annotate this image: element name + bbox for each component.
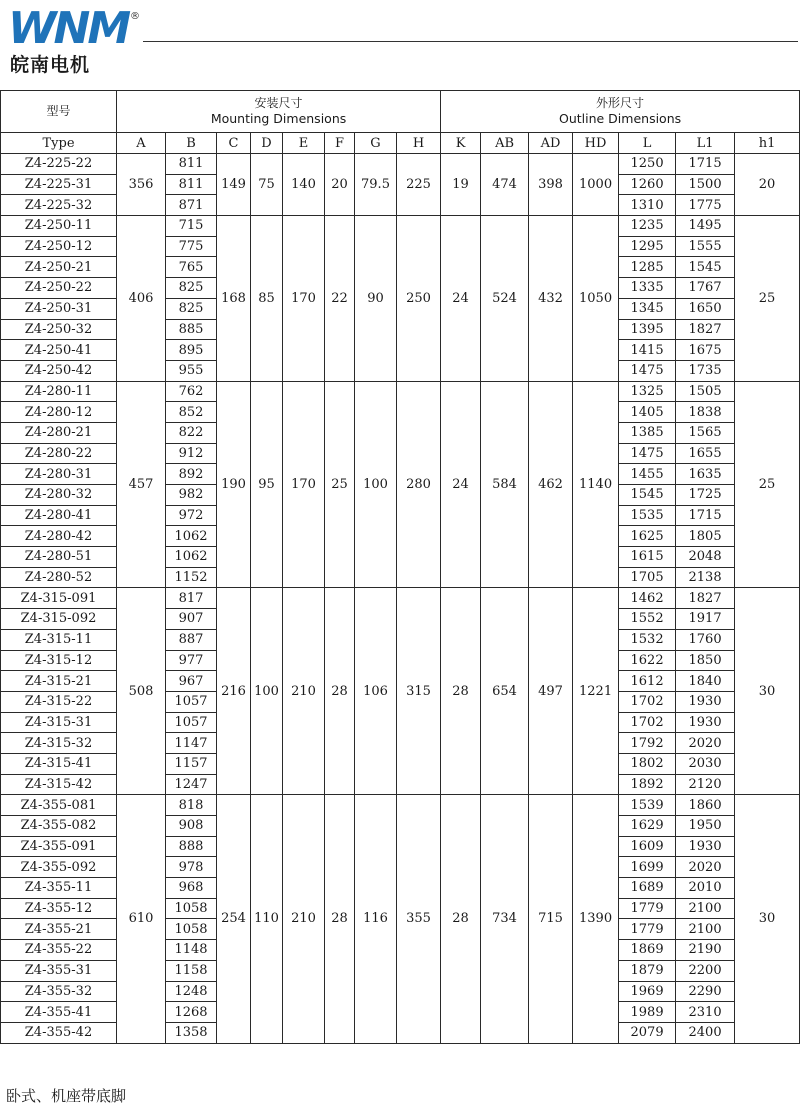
cell-hd: 1140 — [573, 381, 619, 588]
column-header-l: L — [619, 133, 676, 154]
cell-l: 1539 — [619, 795, 676, 816]
cell-l1: 1565 — [676, 422, 735, 443]
table-body — [1, 154, 800, 1044]
cell-b: 967 — [166, 671, 217, 692]
cell-b: 1148 — [166, 940, 217, 961]
column-header-h1: h1 — [735, 133, 800, 154]
cell-l1: 2100 — [676, 919, 735, 940]
cell-b: 887 — [166, 629, 217, 650]
cell-l: 1699 — [619, 857, 676, 878]
cell-d: 95 — [251, 381, 283, 588]
cell-b: 968 — [166, 878, 217, 899]
cell-f: 20 — [325, 154, 355, 216]
cell-b: 912 — [166, 443, 217, 464]
cell-b: 972 — [166, 505, 217, 526]
type-cell: Z4-250-42 — [1, 360, 117, 381]
cell-b: 1057 — [166, 712, 217, 733]
cell-b: 775 — [166, 236, 217, 257]
page-header — [0, 0, 800, 80]
cell-l1: 2120 — [676, 774, 735, 795]
cell-ad: 432 — [529, 216, 573, 382]
type-cell: Z4-315-42 — [1, 774, 117, 795]
type-cell: Z4-315-11 — [1, 629, 117, 650]
logo-wordmark: WNM — [8, 3, 129, 54]
cell-k: 28 — [441, 588, 481, 795]
cell-l: 1629 — [619, 816, 676, 837]
table-row — [1, 381, 800, 402]
registered-mark: ® — [130, 11, 140, 22]
cell-h: 355 — [397, 795, 441, 1043]
cell-l1: 1930 — [676, 836, 735, 857]
cell-l: 1250 — [619, 154, 676, 175]
cell-ab: 654 — [481, 588, 529, 795]
type-cell: Z4-315-12 — [1, 650, 117, 671]
column-header-ab: AB — [481, 133, 529, 154]
cell-a: 406 — [117, 216, 166, 382]
type-cell: Z4-280-31 — [1, 464, 117, 485]
cell-e: 170 — [283, 216, 325, 382]
cell-h1: 20 — [735, 154, 800, 216]
type-cell: Z4-280-51 — [1, 547, 117, 568]
cell-l1: 2020 — [676, 857, 735, 878]
cell-l1: 1917 — [676, 609, 735, 630]
company-logo — [8, 3, 140, 76]
type-cell: Z4-225-22 — [1, 154, 117, 175]
type-cell: Z4-315-091 — [1, 588, 117, 609]
type-cell: Z4-280-11 — [1, 381, 117, 402]
type-cell: Z4-315-21 — [1, 671, 117, 692]
cell-l: 1989 — [619, 1002, 676, 1023]
cell-d: 100 — [251, 588, 283, 795]
mounting-header-cn: 安装尺寸 — [254, 96, 303, 110]
company-name-cn: 皖南电机 — [10, 54, 91, 76]
cell-b: 825 — [166, 278, 217, 299]
cell-h: 280 — [397, 381, 441, 588]
cell-g: 116 — [355, 795, 397, 1043]
column-header-e: E — [283, 133, 325, 154]
cell-l: 1462 — [619, 588, 676, 609]
cell-l1: 2310 — [676, 1002, 735, 1023]
type-cell: Z4-355-22 — [1, 940, 117, 961]
type-cell: Z4-280-41 — [1, 505, 117, 526]
table-row — [1, 154, 800, 175]
cell-l: 2079 — [619, 1022, 676, 1043]
type-header — [1, 91, 117, 133]
cell-ab: 734 — [481, 795, 529, 1043]
cell-l1: 2020 — [676, 733, 735, 754]
cell-l1: 2290 — [676, 981, 735, 1002]
cell-l1: 1715 — [676, 154, 735, 175]
cell-b: 817 — [166, 588, 217, 609]
cell-g: 90 — [355, 216, 397, 382]
cell-c: 216 — [217, 588, 251, 795]
header-row-groups — [1, 91, 800, 133]
cell-l: 1295 — [619, 236, 676, 257]
cell-l: 1802 — [619, 753, 676, 774]
cell-b: 1057 — [166, 691, 217, 712]
cell-g: 106 — [355, 588, 397, 795]
type-cell: Z4-315-41 — [1, 753, 117, 774]
cell-l: 1545 — [619, 485, 676, 506]
cell-b: 1058 — [166, 919, 217, 940]
cell-h1: 25 — [735, 216, 800, 382]
cell-l1: 1495 — [676, 216, 735, 237]
cell-h1: 25 — [735, 381, 800, 588]
type-cell: Z4-355-21 — [1, 919, 117, 940]
column-header-k: K — [441, 133, 481, 154]
cell-l: 1260 — [619, 174, 676, 195]
type-cell: Z4-280-42 — [1, 526, 117, 547]
type-cell: Z4-280-32 — [1, 485, 117, 506]
cell-c: 190 — [217, 381, 251, 588]
type-cell: Z4-315-22 — [1, 691, 117, 712]
type-cell: Z4-250-31 — [1, 298, 117, 319]
type-cell: Z4-250-32 — [1, 319, 117, 340]
cell-l1: 1840 — [676, 671, 735, 692]
type-cell: Z4-355-092 — [1, 857, 117, 878]
cell-b: 1247 — [166, 774, 217, 795]
outline-dimensions-header — [441, 91, 800, 133]
cell-c: 254 — [217, 795, 251, 1043]
cell-l1: 2200 — [676, 960, 735, 981]
column-header-f: F — [325, 133, 355, 154]
table-row — [1, 216, 800, 237]
cell-b: 888 — [166, 836, 217, 857]
header-row-columns — [1, 133, 800, 154]
cell-c: 149 — [217, 154, 251, 216]
cell-k: 28 — [441, 795, 481, 1043]
type-cell: Z4-250-11 — [1, 216, 117, 237]
cell-l: 1285 — [619, 257, 676, 278]
header-divider — [143, 41, 798, 42]
cell-a: 508 — [117, 588, 166, 795]
cell-l1: 1655 — [676, 443, 735, 464]
cell-a: 356 — [117, 154, 166, 216]
cell-l: 1475 — [619, 443, 676, 464]
type-cell: Z4-355-11 — [1, 878, 117, 899]
type-cell: Z4-355-091 — [1, 836, 117, 857]
cell-ad: 497 — [529, 588, 573, 795]
cell-ab: 524 — [481, 216, 529, 382]
cell-l: 1325 — [619, 381, 676, 402]
cell-l: 1455 — [619, 464, 676, 485]
type-cell: Z4-250-41 — [1, 340, 117, 361]
cell-l: 1869 — [619, 940, 676, 961]
cell-l1: 2138 — [676, 567, 735, 588]
cell-e: 210 — [283, 588, 325, 795]
column-header-c: C — [217, 133, 251, 154]
cell-l1: 2400 — [676, 1022, 735, 1043]
cell-l: 1792 — [619, 733, 676, 754]
cell-l: 1879 — [619, 960, 676, 981]
cell-b: 1157 — [166, 753, 217, 774]
cell-b: 977 — [166, 650, 217, 671]
cell-l1: 2010 — [676, 878, 735, 899]
cell-h: 315 — [397, 588, 441, 795]
column-header-l1: L1 — [676, 133, 735, 154]
type-cell: Z4-355-12 — [1, 898, 117, 919]
cell-l1: 1650 — [676, 298, 735, 319]
cell-h1: 30 — [735, 795, 800, 1043]
cell-l1: 1635 — [676, 464, 735, 485]
cell-f: 22 — [325, 216, 355, 382]
cell-l: 1705 — [619, 567, 676, 588]
cell-l1: 1715 — [676, 505, 735, 526]
cell-l: 1345 — [619, 298, 676, 319]
cell-l: 1532 — [619, 629, 676, 650]
cell-l: 1609 — [619, 836, 676, 857]
type-cell: Z4-315-32 — [1, 733, 117, 754]
cell-hd: 1050 — [573, 216, 619, 382]
cell-l1: 2030 — [676, 753, 735, 774]
cell-ab: 474 — [481, 154, 529, 216]
type-cell: Z4-225-31 — [1, 174, 117, 195]
outline-header-en: Outline Dimensions — [558, 111, 682, 126]
type-header-cn: 型号 — [46, 104, 71, 118]
cell-l1: 1775 — [676, 195, 735, 216]
cell-l1: 1767 — [676, 278, 735, 299]
cell-c: 168 — [217, 216, 251, 382]
cell-b: 765 — [166, 257, 217, 278]
type-cell: Z4-280-21 — [1, 422, 117, 443]
mounting-header-en: Mounting Dimensions — [210, 111, 347, 126]
outline-header-cn: 外形尺寸 — [596, 96, 645, 110]
cell-h: 225 — [397, 154, 441, 216]
cell-l: 1969 — [619, 981, 676, 1002]
column-header-a: A — [117, 133, 166, 154]
cell-ad: 715 — [529, 795, 573, 1043]
cell-f: 28 — [325, 795, 355, 1043]
type-cell: Z4-315-092 — [1, 609, 117, 630]
cell-b: 852 — [166, 402, 217, 423]
cell-l1: 1827 — [676, 588, 735, 609]
column-header-d: D — [251, 133, 283, 154]
cell-l1: 1725 — [676, 485, 735, 506]
cell-b: 1058 — [166, 898, 217, 919]
cell-l1: 1545 — [676, 257, 735, 278]
cell-l: 1395 — [619, 319, 676, 340]
cell-l1: 1555 — [676, 236, 735, 257]
cell-l: 1405 — [619, 402, 676, 423]
cell-b: 818 — [166, 795, 217, 816]
cell-b: 907 — [166, 609, 217, 630]
cell-k: 24 — [441, 216, 481, 382]
cell-l1: 1805 — [676, 526, 735, 547]
cell-ad: 462 — [529, 381, 573, 588]
cell-l1: 1930 — [676, 712, 735, 733]
cell-l: 1779 — [619, 898, 676, 919]
type-cell: Z4-280-12 — [1, 402, 117, 423]
cell-l: 1622 — [619, 650, 676, 671]
cell-l1: 1760 — [676, 629, 735, 650]
cell-b: 895 — [166, 340, 217, 361]
cell-b: 978 — [166, 857, 217, 878]
cell-ab: 584 — [481, 381, 529, 588]
cell-a: 610 — [117, 795, 166, 1043]
cell-b: 871 — [166, 195, 217, 216]
cell-g: 100 — [355, 381, 397, 588]
type-cell: Z4-355-41 — [1, 1002, 117, 1023]
cell-l: 1615 — [619, 547, 676, 568]
cell-b: 982 — [166, 485, 217, 506]
cell-b: 885 — [166, 319, 217, 340]
column-header-b: B — [166, 133, 217, 154]
cell-k: 24 — [441, 381, 481, 588]
cell-a: 457 — [117, 381, 166, 588]
cell-l1: 1950 — [676, 816, 735, 837]
cell-l: 1475 — [619, 360, 676, 381]
cell-e: 210 — [283, 795, 325, 1043]
cell-l1: 1930 — [676, 691, 735, 712]
cell-l: 1689 — [619, 878, 676, 899]
cell-b: 892 — [166, 464, 217, 485]
cell-l: 1779 — [619, 919, 676, 940]
cell-h1: 30 — [735, 588, 800, 795]
cell-b: 1062 — [166, 526, 217, 547]
cell-l: 1612 — [619, 671, 676, 692]
cell-b: 715 — [166, 216, 217, 237]
cell-l1: 1838 — [676, 402, 735, 423]
cell-f: 25 — [325, 381, 355, 588]
cell-l1: 2048 — [676, 547, 735, 568]
cell-d: 75 — [251, 154, 283, 216]
column-header-type: Type — [1, 133, 117, 154]
cell-e: 140 — [283, 154, 325, 216]
cell-b: 908 — [166, 816, 217, 837]
type-cell: Z4-355-32 — [1, 981, 117, 1002]
cell-ad: 398 — [529, 154, 573, 216]
cell-b: 1248 — [166, 981, 217, 1002]
cell-g: 79.5 — [355, 154, 397, 216]
cell-l1: 2190 — [676, 940, 735, 961]
cell-hd: 1221 — [573, 588, 619, 795]
cell-l1: 1735 — [676, 360, 735, 381]
cell-l: 1892 — [619, 774, 676, 795]
dimensions-table — [0, 90, 800, 1044]
cell-f: 28 — [325, 588, 355, 795]
cell-l1: 1850 — [676, 650, 735, 671]
cell-l1: 1505 — [676, 381, 735, 402]
cell-b: 1268 — [166, 1002, 217, 1023]
cell-h: 250 — [397, 216, 441, 382]
cell-l1: 1500 — [676, 174, 735, 195]
cell-b: 1062 — [166, 547, 217, 568]
cell-l: 1552 — [619, 609, 676, 630]
cell-l1: 1827 — [676, 319, 735, 340]
table-row — [1, 795, 800, 816]
cell-b: 955 — [166, 360, 217, 381]
cell-k: 19 — [441, 154, 481, 216]
cell-b: 1358 — [166, 1022, 217, 1043]
cell-l: 1702 — [619, 712, 676, 733]
cell-l: 1415 — [619, 340, 676, 361]
cell-l: 1702 — [619, 691, 676, 712]
cell-l: 1535 — [619, 505, 676, 526]
type-cell: Z4-355-081 — [1, 795, 117, 816]
cell-b: 811 — [166, 174, 217, 195]
column-header-g: G — [355, 133, 397, 154]
type-cell: Z4-250-21 — [1, 257, 117, 278]
cell-b: 822 — [166, 422, 217, 443]
mounting-dimensions-header — [117, 91, 441, 133]
cell-b: 1158 — [166, 960, 217, 981]
type-cell: Z4-355-31 — [1, 960, 117, 981]
cell-l: 1385 — [619, 422, 676, 443]
cell-b: 1152 — [166, 567, 217, 588]
cell-l: 1235 — [619, 216, 676, 237]
cell-d: 85 — [251, 216, 283, 382]
type-cell: Z4-355-42 — [1, 1022, 117, 1043]
cell-b: 762 — [166, 381, 217, 402]
type-cell: Z4-280-52 — [1, 567, 117, 588]
mounting-caption: 卧式、机座带底脚 — [6, 1087, 127, 1105]
type-cell: Z4-225-32 — [1, 195, 117, 216]
type-cell: Z4-250-12 — [1, 236, 117, 257]
type-cell: Z4-250-22 — [1, 278, 117, 299]
type-cell: Z4-355-082 — [1, 816, 117, 837]
table-row — [1, 588, 800, 609]
cell-b: 811 — [166, 154, 217, 175]
cell-b: 1147 — [166, 733, 217, 754]
cell-l: 1625 — [619, 526, 676, 547]
type-cell: Z4-315-31 — [1, 712, 117, 733]
cell-e: 170 — [283, 381, 325, 588]
cell-l1: 1675 — [676, 340, 735, 361]
column-header-h: H — [397, 133, 441, 154]
type-cell: Z4-280-22 — [1, 443, 117, 464]
column-header-ad: AD — [529, 133, 573, 154]
cell-l: 1310 — [619, 195, 676, 216]
cell-l1: 2100 — [676, 898, 735, 919]
cell-b: 825 — [166, 298, 217, 319]
column-header-hd: HD — [573, 133, 619, 154]
cell-d: 110 — [251, 795, 283, 1043]
cell-l: 1335 — [619, 278, 676, 299]
cell-l1: 1860 — [676, 795, 735, 816]
cell-hd: 1390 — [573, 795, 619, 1043]
cell-hd: 1000 — [573, 154, 619, 216]
